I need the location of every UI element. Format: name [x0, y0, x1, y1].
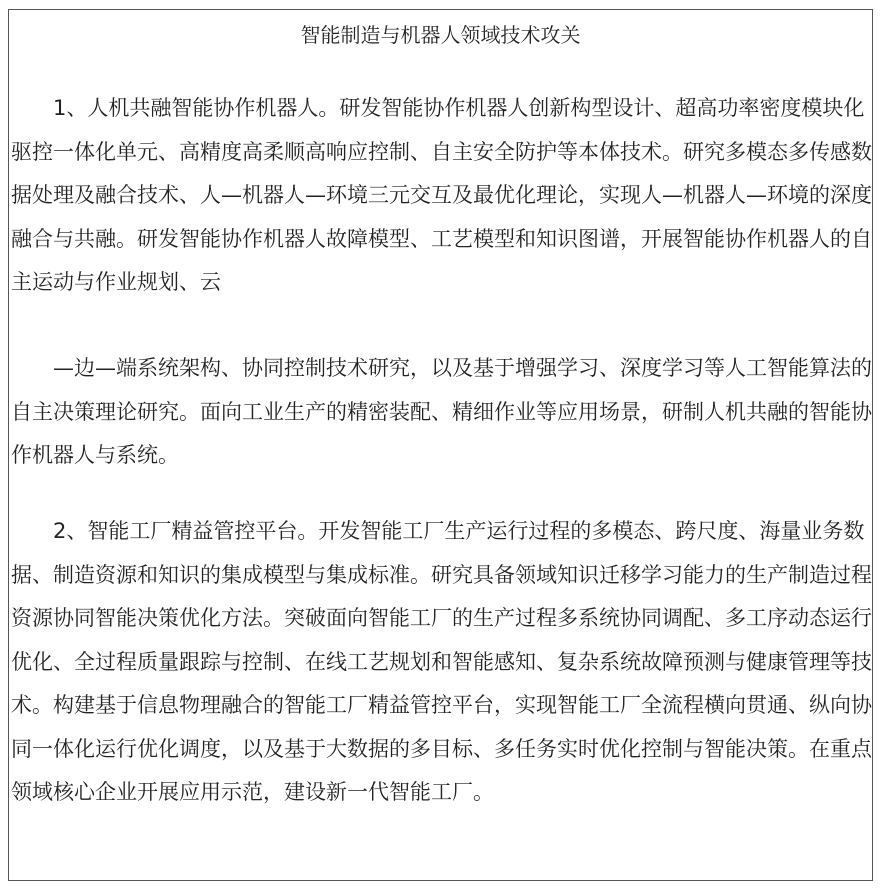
paragraph-1: 1、人机共融智能协作机器人。研发智能协作机器人创新构型设计、超高功率密度模块化驱控一体化单元、高精度高柔顺高响应控制、自主安全防护等本体技术。研究多模态多传感数据处理及融合技术、人—机器人—环境三元交互及最优化理论，实现人—机器人—环境的深度融合与共融。研发智能协作机器人故障模型、工艺模型和知识图谱，开展智能协作机器人的自主运动与作业规划、云 — [11, 96, 872, 294]
document-title: 智能制造与机器人领域技术攻关 — [300, 23, 581, 47]
document-frame — [8, 9, 873, 881]
paragraph-2: —边—端系统架构、协同控制技术研究，以及基于增强学习、深度学习等人工智能算法的自主决策理论研究。面向工业生产的精密装配、精细作业等应用场景，研制人机共融的智能协作机器人与系统。 — [11, 356, 872, 467]
paragraph-3: 2、智能工厂精益管控平台。开发智能工厂生产运行过程的多模态、跨尺度、海量业务数据、制造资源和知识的集成模型与集成标准。研究具备领域知识迁移学习能力的生产制造过程资源协同智能决策优化方法。突破面向智能工厂的生产过程多系统协同调配、多工序动态运行优化、全过程质量跟踪与控制、在线工艺规划和智能感知、复杂系统故障预测与健康管理等技术。构建基于信息物理融合的智能工厂精益管控平台，实现智能工厂全流程横向贯通、纵向协同一体化运行优化调度，以及基于大数据的多目标、多任务实时优化控制与智能决策。在重点领域核心企业开展应用示范，建设新一代智能工厂。 — [11, 519, 872, 804]
